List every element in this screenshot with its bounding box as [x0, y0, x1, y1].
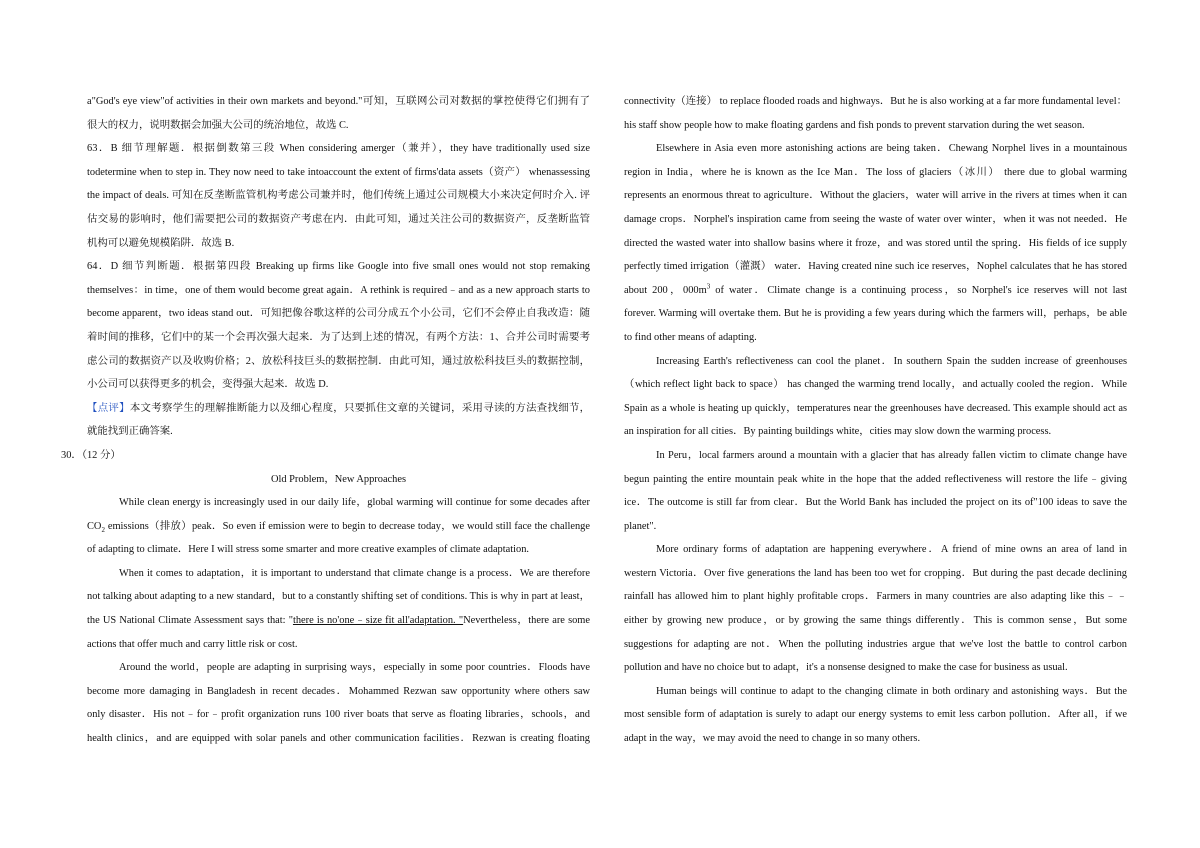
paragraph-line: （which reflect light back to space） has changed the warming trend locally，and actually cooled the region．While: [624, 379, 1127, 391]
paragraph-line: actions that offer much and carry little risk or cost.: [87, 638, 298, 650]
answer-63-line: the impact of deals. 可知在反垄断监管机构考虑公司兼并时，他们传统上通过公司规模大小来决定何时介入. 评: [87, 190, 590, 202]
paragraph-line: either by growing new produce，or by growing the same things differently．This is common sense，But some: [624, 615, 1127, 627]
paragraph-line: [624, 279, 1127, 303]
paragraph-line: [87, 515, 590, 539]
paragraph-line: More ordinary forms of adaptation are happening everywhere．A friend of mine owns an area of land in: [656, 544, 1127, 556]
paragraph-text: emissions（排放）peak．So even if emission were to begin to decrease today，we would still face the challenge: [104, 520, 590, 532]
paragraph-line: directed the wasted water into shallow basins where it froze，and was stored until the spring．His fields of ice supply: [624, 237, 1127, 249]
comment-line: [87, 397, 590, 421]
paragraph-line: ice．The outcome is still far from clear．But the World Bank has included the project on its of"100 ideas to save the: [624, 497, 1127, 509]
paragraph-line: pollution and have no choice but to adapt，it's a nonsense designed to make the case for business as usual.: [624, 662, 1068, 674]
paragraph-line: represents an enormous threat to agriculture．Without the glaciers，water will arrive in the rivers at times when it can: [624, 190, 1127, 202]
paragraph-line: perfectly timed irrigation（灌溉） water．Having created nine such ice reserves，Nophel calculates that he has stored: [624, 261, 1127, 273]
co2-subscript: 2: [101, 525, 105, 534]
cubic-superscript: 3: [706, 282, 711, 291]
answer-64-line: 虑公司的数据资产以及收购价格；2、放松科技巨头的数据控制．由此可知，通过放松科技巨头的数据控制，: [87, 355, 590, 367]
paragraph-line: to find other means of adapting.: [624, 331, 757, 343]
answer-64-line: 64．D 细节判断题．根据第四段 Breaking up firms like Google into five small ones would not stop remaking: [87, 261, 590, 273]
comment-text: 本文考察学生的理解推断能力以及细心程度，只要抓住文章的关键词，采用寻读的方法查找细节，: [129, 402, 590, 414]
answer-63-line: 机构可以避免规模陷阱．故选 B.: [87, 237, 235, 249]
paragraph-line: While clean energy is increasingly used in our daily life，global warming will continue for some decades after: [119, 497, 590, 509]
answer-64-line: 小公司可以获得更多的机会，变得强大起来．故选 D.: [87, 379, 329, 391]
paragraph-text: Nevertheless，there are some: [463, 615, 590, 627]
paragraph-line: Increasing Earth's reflectiveness can cool the planet．In southern Spain the sudden increase of greenhouses: [656, 355, 1127, 367]
paragraph-text: of water．Climate change is a continuing process，so Norphel's ice reserves will not last: [710, 284, 1127, 296]
paragraph-line: of adapting to climate．Here I will stress some smarter and more creative examples of climate adaptation.: [87, 544, 530, 556]
paragraph-line: region in India，where he is known as the Ice Man．The loss of glaciers（冰川） there due to global warming: [624, 166, 1127, 178]
comment-line: 就能找到正确答案.: [87, 426, 173, 438]
text-line: a"God's eye view"of activities in their own markets and beyond."可知，互联网公司对数据的掌控使得它们拥有了: [87, 96, 590, 107]
paragraph-line: When it comes to adaptation，it is important to understand that climate change is a process．We are therefore: [119, 567, 590, 579]
answer-63-line: todetermine when to step in. They now need to take intoaccount the extent of firms'data assets（资产） whenassessing: [87, 166, 590, 178]
underlined-quote: there is no'one﹣size fit all'adaptation. ": [292, 615, 464, 627]
paragraph-line: planet".: [624, 520, 657, 532]
paragraph-line: his staff show people how to make floating gardens and fish ponds to prevent starvation during the wet season.: [624, 119, 1085, 131]
text-line: 很大的权力，说明数据会加强大公司的统治地位，故选 C.: [87, 119, 349, 131]
paragraph-line: Elsewhere in Asia even more astonishing actions are being taken．Chewang Norphel lives in a mountainous: [656, 143, 1127, 155]
paragraph-line: health clinics，and are equipped with solar panels and other communication facilities．Rezwan is creating floating: [87, 733, 590, 745]
paragraph-line: begun painting the entire mountain peak white in the hope that the added reflectiveness will restore the life﹣giving: [624, 473, 1127, 485]
paragraph-line: Around the world，people are adapting in surprising ways，especially in some poor countries．Floods have: [119, 662, 590, 674]
paragraph-line: most sensible form of adaptation is surely to adapt our energy systems to emit less carbon pollution．After all，if we: [624, 709, 1127, 721]
right-column: [624, 90, 1127, 751]
paragraph-line: rainfall has allowed him to plant highly profitable crops．Farmers in many countries are also adapting like this﹣﹣: [624, 591, 1127, 603]
answer-64-line: 着时间的推移，它们中的某一个会再次强大起来．为了达到上述的情况，有两个方法：1、合并公司时需要考: [87, 331, 590, 343]
paragraph-line: an inspiration for all cities．By painting buildings white，cities may slow down the warming process.: [624, 426, 1052, 438]
paragraph-line: forever. Warming will overtake them. But he is providing a few years during which the farmers will，perhaps，be able: [624, 308, 1127, 320]
comment-label: 【点评】: [87, 402, 130, 414]
passage-title: Old Problem，New Approaches: [270, 473, 407, 485]
paragraph-line: western Victoria．Over five generations the land has been too wet for cropping．But during the past decade declining: [624, 567, 1127, 579]
question-header: 30．（12 分）: [61, 449, 121, 461]
paragraph-line: adapt in the way，we may avoid the need to change in so many others.: [624, 733, 921, 745]
answer-63-line: 估交易的影响时，他们需要把公司的数据资产考虑在内．由此可知，通过关注公司的数据资产，反垄断监管: [87, 213, 590, 225]
paragraph-line: Human beings will continue to adapt to the changing climate in both ordinary and astonishing ways．But the: [656, 685, 1127, 697]
paragraph-line: Spain as a whole is heating up quickly，temperatures near the greenhouses have decreased. This example should act as: [624, 402, 1127, 414]
answer-63-line: 63．B 细节理解题．根据倒数第三段 When considering amerger（兼并），they have traditionally used size: [87, 143, 590, 155]
paragraph-text: about 200，000m: [624, 284, 707, 296]
answer-64-line: themselves：in time，one of them would become great again．A rethink is required﹣and as a new approach starts to: [87, 284, 590, 296]
paragraph-line: In Peru，local farmers around a mountain with a glacier that has already fallen victim to climate change have: [656, 449, 1127, 461]
paragraph-line: not talking about adapting to a new standard，but to a constantly shifting set of conditions. This is why in part at least，: [87, 591, 590, 603]
paragraph-line: only disaster．His not﹣for﹣profit organization runs 100 river boats that serve as floating libraries，schools，and: [87, 709, 590, 721]
left-column: [61, 90, 590, 751]
paragraph-line: become more damaging in Bangladesh in recent decades．Mohammed Rezwan saw opportunity where others saw: [87, 685, 590, 697]
answer-64-line: become apparent，two ideas stand out．可知把像谷歌这样的公司分成五个小公司，它们不会停止自我改造：随: [87, 308, 590, 320]
co2-text: CO: [87, 520, 102, 532]
paragraph-text: the US National Climate Assessment says that: ": [87, 615, 293, 627]
paragraph-line: suggestions for adapting are not．When the polluting industries argue that we've lost the battle to control carbon: [624, 638, 1127, 650]
paragraph-line: damage crops．Norphel's inspiration came from seeing the waste of water over winter，when it was not needed．He: [624, 213, 1127, 225]
paragraph-line: [87, 609, 590, 633]
paragraph-line: connectivity（连接） to replace flooded roads and highways．But he is also working at a far more fundamental level：: [624, 96, 1127, 107]
